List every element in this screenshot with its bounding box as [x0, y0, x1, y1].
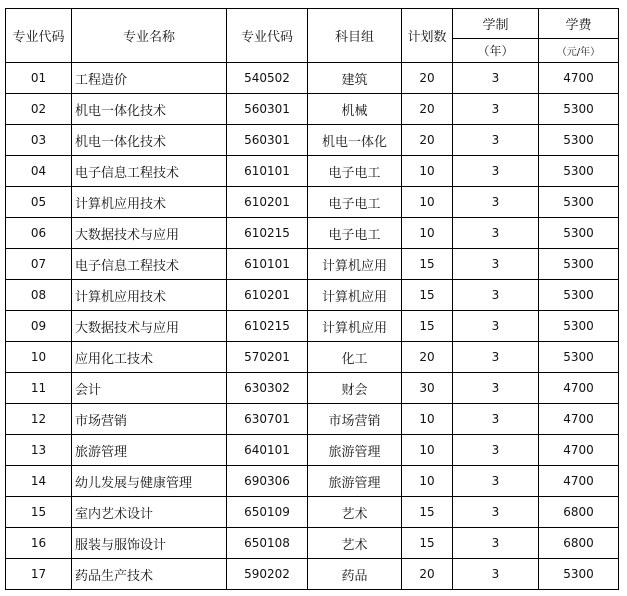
cell-code: 02 [6, 94, 72, 125]
cell-plan-count: 10 [402, 435, 453, 466]
cell-fee: 4700 [539, 63, 619, 94]
cell-subject-group: 财会 [308, 373, 402, 404]
cell-subject-group: 电子电工 [308, 156, 402, 187]
enrollment-table [5, 8, 619, 590]
cell-plan-count: 15 [402, 311, 453, 342]
cell-plan-count: 20 [402, 342, 453, 373]
cell-years: 3 [453, 528, 539, 559]
cell-fee: 5300 [539, 156, 619, 187]
cell-plan-count: 10 [402, 187, 453, 218]
cell-subject-group: 电子电工 [308, 218, 402, 249]
cell-fee: 5300 [539, 249, 619, 280]
cell-plan-count: 10 [402, 156, 453, 187]
cell-fee: 4700 [539, 435, 619, 466]
cell-major-name: 市场营销 [72, 404, 227, 435]
cell-plan-count: 15 [402, 528, 453, 559]
cell-major-name: 服装与服饰设计 [72, 528, 227, 559]
cell-major-name: 计算机应用技术 [72, 280, 227, 311]
cell-major-code: 540502 [227, 63, 308, 94]
header-years-unit: （年） [453, 39, 539, 63]
header-major-code: 专业代码 [227, 9, 308, 63]
cell-major-name: 计算机应用技术 [72, 187, 227, 218]
cell-code: 08 [6, 280, 72, 311]
cell-major-name: 大数据技术与应用 [72, 311, 227, 342]
cell-fee: 4700 [539, 404, 619, 435]
cell-years: 3 [453, 404, 539, 435]
cell-major-name: 电子信息工程技术 [72, 156, 227, 187]
cell-major-name: 会计 [72, 373, 227, 404]
table-row [6, 528, 619, 559]
table-row [6, 125, 619, 156]
cell-major-code: 610201 [227, 280, 308, 311]
cell-major-code: 610215 [227, 218, 308, 249]
cell-fee: 5300 [539, 311, 619, 342]
cell-fee: 5300 [539, 559, 619, 590]
table-row [6, 94, 619, 125]
cell-years: 3 [453, 218, 539, 249]
table-header [6, 9, 619, 63]
table-row [6, 311, 619, 342]
cell-code: 12 [6, 404, 72, 435]
cell-years: 3 [453, 342, 539, 373]
cell-code: 04 [6, 156, 72, 187]
table-row [6, 373, 619, 404]
cell-code: 09 [6, 311, 72, 342]
cell-fee: 6800 [539, 497, 619, 528]
cell-subject-group: 药品 [308, 559, 402, 590]
cell-subject-group: 机械 [308, 94, 402, 125]
cell-years: 3 [453, 559, 539, 590]
cell-subject-group: 建筑 [308, 63, 402, 94]
table-row [6, 156, 619, 187]
cell-major-code: 590202 [227, 559, 308, 590]
cell-subject-group: 化工 [308, 342, 402, 373]
cell-plan-count: 15 [402, 249, 453, 280]
header-fee: 学费 [539, 9, 619, 39]
cell-fee: 4700 [539, 466, 619, 497]
cell-fee: 6800 [539, 528, 619, 559]
cell-code: 07 [6, 249, 72, 280]
cell-years: 3 [453, 63, 539, 94]
cell-years: 3 [453, 311, 539, 342]
cell-plan-count: 20 [402, 559, 453, 590]
cell-major-name: 机电一体化技术 [72, 125, 227, 156]
table-row [6, 280, 619, 311]
table-row [6, 404, 619, 435]
cell-major-code: 630701 [227, 404, 308, 435]
cell-years: 3 [453, 435, 539, 466]
cell-major-code: 610101 [227, 249, 308, 280]
cell-years: 3 [453, 466, 539, 497]
cell-plan-count: 30 [402, 373, 453, 404]
header-plan: 计划数 [402, 9, 453, 63]
header-group: 科目组 [308, 9, 402, 63]
table-row [6, 187, 619, 218]
header-years: 学制 [453, 9, 539, 39]
cell-years: 3 [453, 249, 539, 280]
cell-major-name: 室内艺术设计 [72, 497, 227, 528]
cell-code: 01 [6, 63, 72, 94]
cell-plan-count: 20 [402, 63, 453, 94]
cell-major-code: 610201 [227, 187, 308, 218]
cell-major-code: 610215 [227, 311, 308, 342]
cell-major-code: 650109 [227, 497, 308, 528]
table-row [6, 63, 619, 94]
cell-code: 03 [6, 125, 72, 156]
cell-years: 3 [453, 94, 539, 125]
table-row [6, 466, 619, 497]
cell-subject-group: 电子电工 [308, 187, 402, 218]
cell-code: 17 [6, 559, 72, 590]
cell-plan-count: 10 [402, 404, 453, 435]
cell-fee: 5300 [539, 125, 619, 156]
cell-years: 3 [453, 187, 539, 218]
table-row [6, 249, 619, 280]
cell-subject-group: 艺术 [308, 497, 402, 528]
cell-major-code: 640101 [227, 435, 308, 466]
cell-code: 05 [6, 187, 72, 218]
cell-years: 3 [453, 373, 539, 404]
cell-code: 14 [6, 466, 72, 497]
cell-fee: 5300 [539, 342, 619, 373]
cell-plan-count: 10 [402, 218, 453, 249]
table-row [6, 559, 619, 590]
cell-plan-count: 15 [402, 497, 453, 528]
cell-subject-group: 计算机应用 [308, 311, 402, 342]
cell-major-code: 560301 [227, 94, 308, 125]
cell-plan-count: 20 [402, 94, 453, 125]
cell-major-name: 药品生产技术 [72, 559, 227, 590]
cell-subject-group: 市场营销 [308, 404, 402, 435]
cell-fee: 5300 [539, 280, 619, 311]
cell-subject-group: 旅游管理 [308, 466, 402, 497]
cell-subject-group: 计算机应用 [308, 280, 402, 311]
header-name: 专业名称 [72, 9, 227, 63]
table-row [6, 435, 619, 466]
cell-major-code: 560301 [227, 125, 308, 156]
table-body [6, 63, 619, 590]
cell-subject-group: 机电一体化 [308, 125, 402, 156]
cell-code: 16 [6, 528, 72, 559]
table-row [6, 218, 619, 249]
cell-code: 06 [6, 218, 72, 249]
cell-major-name: 旅游管理 [72, 435, 227, 466]
cell-years: 3 [453, 280, 539, 311]
cell-major-code: 630302 [227, 373, 308, 404]
cell-fee: 5300 [539, 94, 619, 125]
cell-major-name: 机电一体化技术 [72, 94, 227, 125]
cell-plan-count: 20 [402, 125, 453, 156]
cell-major-name: 电子信息工程技术 [72, 249, 227, 280]
table-row [6, 497, 619, 528]
cell-plan-count: 15 [402, 280, 453, 311]
cell-major-code: 570201 [227, 342, 308, 373]
cell-major-name: 工程造价 [72, 63, 227, 94]
cell-fee: 4700 [539, 373, 619, 404]
cell-major-name: 大数据技术与应用 [72, 218, 227, 249]
cell-years: 3 [453, 156, 539, 187]
cell-years: 3 [453, 125, 539, 156]
cell-major-code: 650108 [227, 528, 308, 559]
cell-subject-group: 艺术 [308, 528, 402, 559]
cell-subject-group: 计算机应用 [308, 249, 402, 280]
cell-major-name: 应用化工技术 [72, 342, 227, 373]
cell-fee: 5300 [539, 187, 619, 218]
cell-fee: 5300 [539, 218, 619, 249]
cell-code: 13 [6, 435, 72, 466]
cell-plan-count: 10 [402, 466, 453, 497]
cell-major-code: 610101 [227, 156, 308, 187]
header-fee-unit: （元/年） [539, 39, 619, 63]
cell-subject-group: 旅游管理 [308, 435, 402, 466]
cell-code: 15 [6, 497, 72, 528]
header-code: 专业代码 [6, 9, 72, 63]
cell-code: 10 [6, 342, 72, 373]
cell-major-name: 幼儿发展与健康管理 [72, 466, 227, 497]
cell-major-code: 690306 [227, 466, 308, 497]
table-row [6, 342, 619, 373]
cell-code: 11 [6, 373, 72, 404]
cell-years: 3 [453, 497, 539, 528]
